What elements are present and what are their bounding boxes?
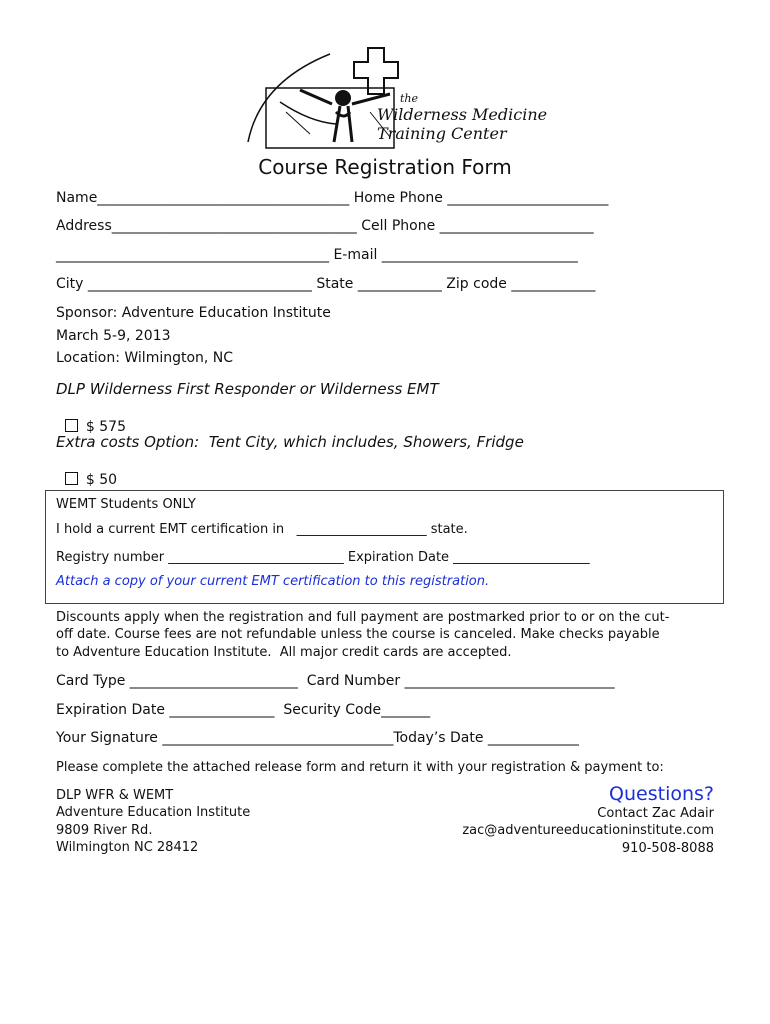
course-option[interactable] — [56, 403, 126, 435]
address-line-4: Wilmington NC 28412 — [56, 840, 199, 855]
discounts-line-3: to Adventure Education Institute. All major credit cards are accepted. — [56, 645, 512, 660]
extra-price: $ 50 — [85, 472, 118, 488]
extra-checkbox[interactable] — [65, 472, 78, 485]
contact-name: Contact Zac Adair — [597, 806, 714, 821]
address-line-3: 9809 River Rd. — [56, 823, 153, 838]
card-line[interactable]: Card Type ________________________ Card Number ______________________________ — [56, 673, 615, 689]
page-title: Course Registration Form — [258, 155, 512, 179]
wemt-attach-note: Attach a copy of your current EMT certification to this registration. — [56, 574, 490, 589]
discounts-line-2: off date. Course fees are not refundable unless the course is canceled. Make checks payable — [56, 627, 660, 642]
extra-title: Extra costs Option: Tent City, which includes, Showers, Fridge — [56, 433, 524, 451]
wemt-heading: WEMT Students ONLY — [56, 497, 196, 512]
course-location: Location: Wilmington, NC — [56, 350, 234, 366]
email-line[interactable]: _______________________________________ E-mail ____________________________ — [56, 247, 578, 263]
contact-email[interactable]: zac@adventureeducationinstitute.com — [462, 823, 714, 838]
complete-instruction: Please complete the attached release form and return it with your registration & payment to: — [56, 760, 664, 775]
wemt-cert-line[interactable]: I hold a current EMT certification in ____________________ state. — [56, 522, 468, 537]
course-title: DLP Wilderness First Responder or Wilderness EMT — [56, 380, 439, 398]
course-price: $ 575 — [85, 419, 126, 435]
logo — [240, 42, 548, 152]
discounts-line-1: Discounts apply when the registration and full payment are postmarked prior to or on the cut- — [56, 610, 670, 625]
logo-line-the: the — [400, 92, 419, 105]
logo-line-training: Training Center — [377, 124, 507, 143]
address-line-2: Adventure Education Institute — [56, 805, 251, 820]
signature-date-line[interactable]: Your Signature _________________________________Today’s Date _____________ — [56, 730, 579, 746]
logo-line-wilderness: Wilderness Medicine — [377, 105, 548, 124]
wemt-registry-line[interactable]: Registry number ___________________________ Expiration Date _____________________ — [56, 550, 590, 565]
sponsor-text: Sponsor: Adventure Education Institute — [56, 305, 331, 321]
name-phone-line[interactable]: Name____________________________________ Home Phone _______________________ — [56, 190, 609, 206]
address-cell-line[interactable]: Address___________________________________ Cell Phone ______________________ — [56, 218, 594, 234]
course-dates: March 5-9, 2013 — [56, 328, 171, 344]
address-line-1: DLP WFR & WEMT — [56, 788, 174, 803]
expiration-security-line[interactable]: Expiration Date _______________ Security Code_______ — [56, 702, 431, 718]
course-checkbox[interactable] — [65, 419, 78, 432]
contact-phone: 910-508-8088 — [621, 841, 714, 856]
questions-heading: Questions? — [609, 783, 714, 805]
city-state-zip-line[interactable]: City ________________________________ State ____________ Zip code ____________ — [56, 276, 596, 292]
extra-option[interactable] — [56, 456, 117, 488]
